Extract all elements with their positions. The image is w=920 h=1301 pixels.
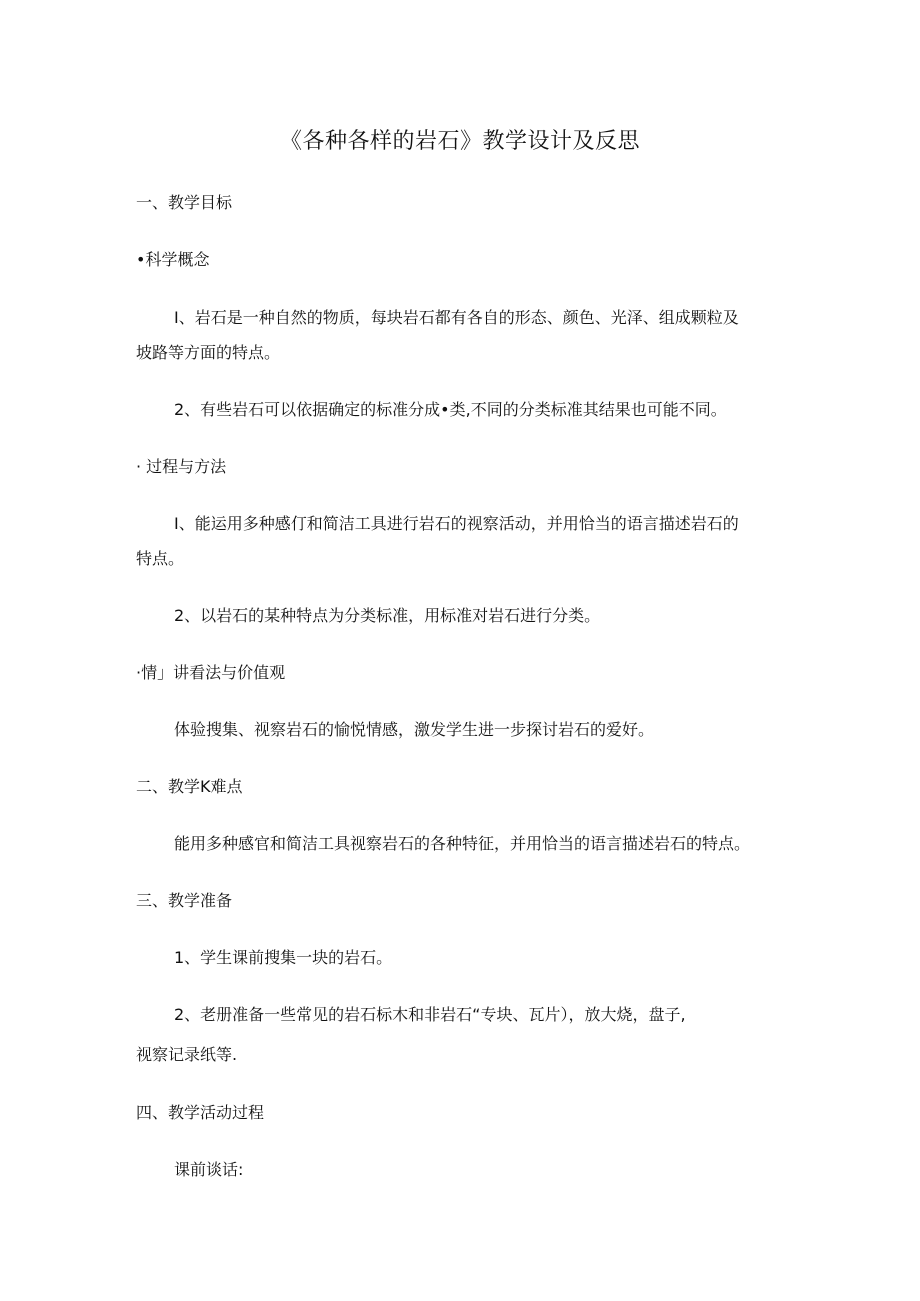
paragraph-line: 1、学生课前搜集一块的岩石。 bbox=[174, 948, 393, 967]
paragraph-line: 能用多种感官和简洁工具视察岩石的各种特征，并用恰当的语言描述岩石的特点。 bbox=[174, 834, 751, 853]
paragraph-line: 2、老册准备一些常见的岩石标木和非岩石“专块、瓦片），放大烧，盘子, bbox=[174, 1005, 686, 1024]
subheading-attitudes-values: ·情」讲看法与价值观 bbox=[136, 663, 286, 682]
paragraph-line: 坡路等方面的特点。 bbox=[136, 343, 281, 362]
paragraph-line: 2、以岩石的某种特点为分类标准，用标准对岩石进行分类。 bbox=[174, 606, 601, 625]
paragraph-line: 特点。 bbox=[136, 549, 185, 568]
section-heading-key-points: 二、教学K难点 bbox=[136, 777, 243, 796]
subheading-process-methods: · 过程与方法 bbox=[136, 457, 227, 476]
document-title: 《各种各样的岩石》教学设计及反思 bbox=[279, 129, 640, 154]
section-heading-objectives: 一、教学目标 bbox=[136, 193, 233, 212]
paragraph-line: 2、有些岩石可以依据确定的标准分成•类,不同的分类标准其结果也可能不同。 bbox=[174, 400, 727, 419]
section-heading-preparation: 三、教学准备 bbox=[136, 891, 233, 910]
paragraph-line: I、岩石是一种自然的物质，每块岩石都有各自的形态、颜色、光泽、组成颗粒及 bbox=[174, 308, 739, 327]
paragraph-line: 视察记录纸等. bbox=[136, 1045, 238, 1064]
paragraph-line: 课前谈话: bbox=[174, 1160, 244, 1179]
paragraph-line: 体验搜集、视察岩石的愉悦情感，激发学生进一步探讨岩石的爱好。 bbox=[174, 720, 655, 739]
paragraph-line: I、能运用多种感仃和简洁工具进行岩石的视察活动，并用恰当的语言描述岩石的 bbox=[174, 514, 739, 533]
subheading-science-concepts: •科学概念 bbox=[136, 250, 210, 269]
section-heading-activities: 四、教学活动过程 bbox=[136, 1103, 265, 1122]
